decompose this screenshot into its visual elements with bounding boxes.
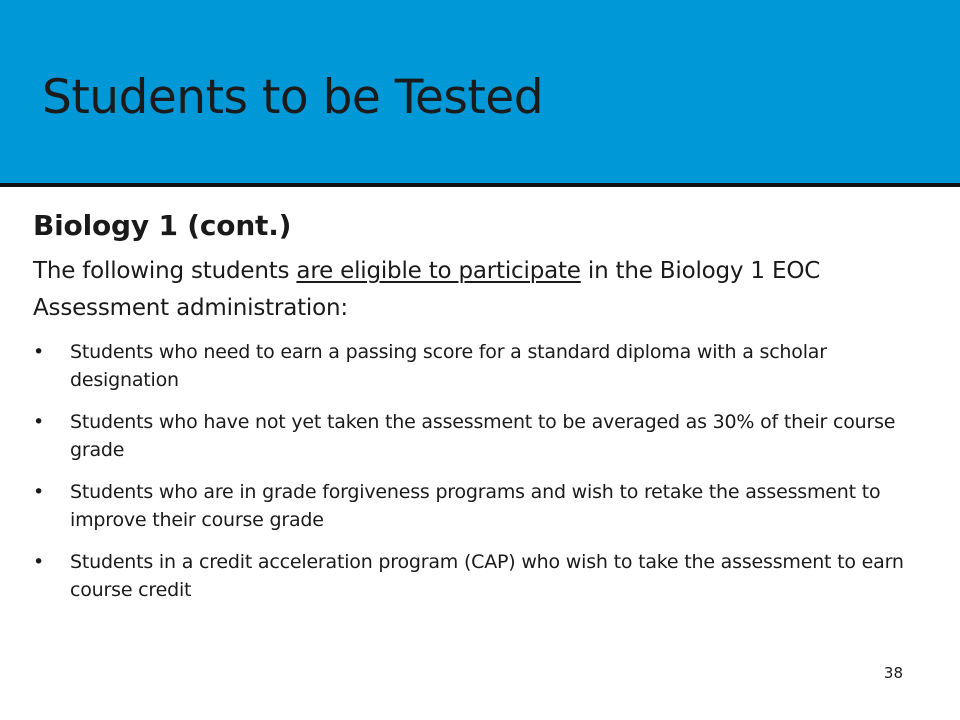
page-number: 38 [883, 664, 903, 682]
slide-content [33, 208, 913, 618]
eligibility-bullet-list [33, 338, 913, 604]
intro-text-after: in the Biology 1 EOC Assessment administration: [33, 258, 821, 321]
intro-paragraph [33, 253, 913, 327]
intro-emphasis-underlined: are eligible to participate [296, 258, 581, 284]
bullet-item [33, 548, 913, 604]
bullet-dot-icon: • [33, 341, 45, 363]
bullet-dot-icon: • [33, 551, 45, 573]
slide-title: Students to be Tested [42, 70, 544, 125]
bullet-text: Students who need to earn a passing score for a standard diploma with a scholar designation [70, 341, 827, 391]
bullet-dot-icon: • [33, 411, 45, 433]
bullet-item [33, 338, 913, 394]
bullet-item [33, 478, 913, 534]
bullet-text: Students in a credit acceleration program (CAP) who wish to take the assessment to earn course credit [70, 551, 904, 601]
intro-text-before: The following students [33, 258, 297, 284]
bullet-text: Students who are in grade forgiveness programs and wish to retake the assessment to improve their course grade [70, 481, 881, 531]
bullet-dot-icon: • [33, 481, 45, 503]
section-subheading: Biology 1 (cont.) [33, 209, 292, 242]
title-banner [0, 0, 960, 187]
bullet-text: Students who have not yet taken the assessment to be averaged as 30% of their course grade [70, 411, 896, 461]
bullet-item [33, 408, 913, 464]
